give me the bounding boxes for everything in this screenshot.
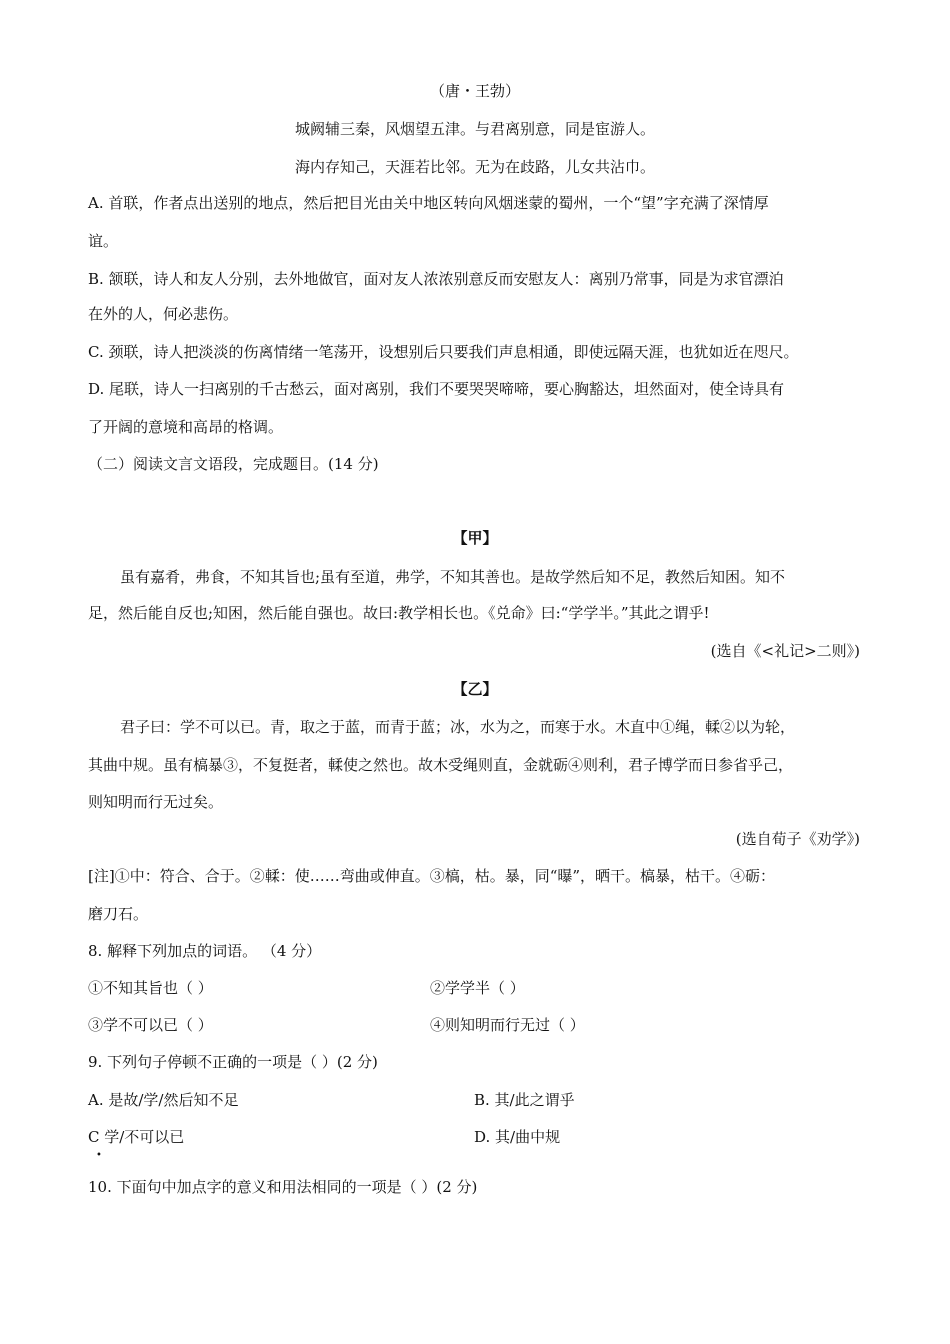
notes-line-2: 磨刀石。 xyxy=(88,905,149,923)
question-9-option-c: C 学/不可以已 xyxy=(88,1128,185,1146)
question-9-option-a: A. 是故/学/然后知不足 xyxy=(88,1091,239,1109)
option-b-line-1: B. 颔联，诗人和友人分别，去外地做官，面对友人浓浓别意反而安慰友人：离别乃常事，同是为求官漂泊 xyxy=(88,270,784,288)
option-b-line-2: 在外的人，何必悲伤。 xyxy=(88,305,239,323)
passage-yi-line-2: 其曲中规。虽有槁暴③，不复挺者，輮使之然也。故木受绳则直，金就砺④则利，君子博学而日参省乎己， xyxy=(88,756,794,774)
section-2-heading: （二）阅读文言文语段，完成题目。(14 分) xyxy=(88,455,379,473)
question-8-item-2: ②学学半（ ） xyxy=(430,979,525,997)
passage-yi-line-3: 则知明而行无过矣。 xyxy=(88,793,224,811)
passage-yi-source: (选自荀子《劝学》) xyxy=(735,830,860,848)
option-d-line-1: D. 尾联，诗人一扫离别的千古愁云，面对离别，我们不要哭哭啼啼，要心胸豁达，坦然面对，使全诗具有 xyxy=(88,380,785,398)
poem-line-2: 海内存知己，天涯若比邻。无为在歧路，儿女共沾巾。 xyxy=(294,158,655,176)
question-8-item-4: ④则知明而行无过（ ） xyxy=(430,1016,585,1034)
option-d-line-2: 了开阔的意境和高昂的格调。 xyxy=(88,418,284,436)
passage-jia-line-1: 虽有嘉肴，弗食，不知其旨也;虽有至道，弗学，不知其善也。是故学然后知不足，教然后知困。知不 xyxy=(120,568,786,586)
passage-jia-source: (选自《<礼记>二则》) xyxy=(710,642,860,660)
poem-author: （唐・王勃） xyxy=(429,82,520,100)
passage-jia-label: 【甲】 xyxy=(452,529,498,547)
question-9-option-b: B. 其/此之谓乎 xyxy=(474,1091,575,1109)
passage-yi-label: 【乙】 xyxy=(452,680,498,698)
option-c-line-1: C. 颈联，诗人把淡淡的伤离情绪一笔荡开，设想别后只要我们声息相通，即使远隔天涯，也犹如近在咫尺。 xyxy=(88,343,799,361)
question-8-item-3: ③学不可以已（ ） xyxy=(88,1016,213,1034)
question-10-stem: 10. 下面句中加点字的意义和用法相同的一项是（ ）(2 分) xyxy=(88,1178,478,1196)
question-8-stem: 8. 解释下列加点的词语。 （4 分） xyxy=(88,942,322,960)
question-9-stem: 9. 下列句子停顿不正确的一项是（ ）(2 分) xyxy=(88,1053,378,1071)
passage-yi-line-1: 君子曰：学不可以已。青，取之于蓝，而青于蓝；冰，水为之，而寒于水。木直中①绳，輮②以为轮， xyxy=(120,718,796,736)
passage-jia-line-2: 足，然后能自反也;知困，然后能自强也。故曰:教学相长也。《兑命》曰:“学学半。”其此之谓乎! xyxy=(88,604,710,622)
question-9-option-d: D. 其/曲中规 xyxy=(474,1128,561,1146)
notes-line-1: [注]①中：符合、合于。②輮：使……弯曲或伸直。③槁，枯。暴，同“曝”，晒干。槁暴，枯干。④砺： xyxy=(88,867,776,885)
question-8-item-1: ①不知其旨也（ ） xyxy=(88,979,213,997)
poem-line-1: 城阙辅三秦，风烟望五津。与君离别意，同是宦游人。 xyxy=(294,120,655,138)
option-a-line-2: 谊。 xyxy=(88,232,119,250)
option-a-line-1: A. 首联，作者点出送别的地点，然后把目光由关中地区转向风烟迷蒙的蜀州，一个“望”字充满了深情厚 xyxy=(88,194,769,212)
emphasis-dot: • xyxy=(96,1150,102,1161)
